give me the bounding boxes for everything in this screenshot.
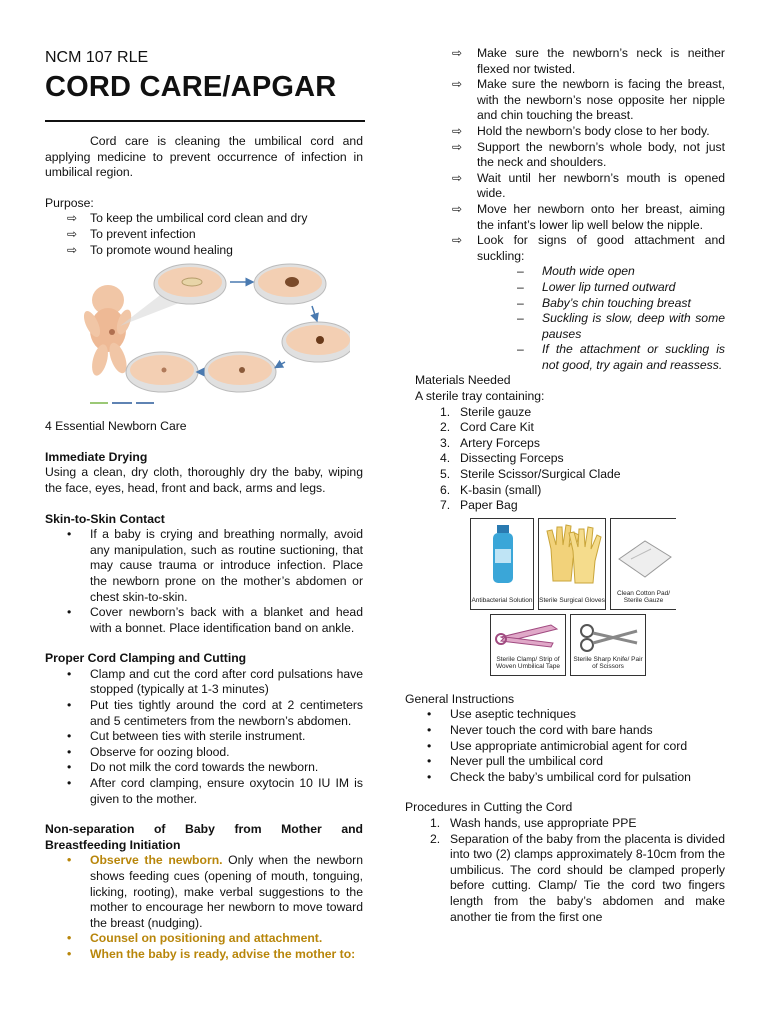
list-item: • Clamp and cut the cord after cord pulsations have stopped (typically at 1-3 minutes) xyxy=(67,666,363,697)
clamp-icon xyxy=(491,615,567,659)
immediate-drying-heading: Immediate Drying xyxy=(45,449,148,464)
gauze-icon xyxy=(611,519,677,589)
non-separation-list xyxy=(45,853,363,962)
non-separation-heading: Non-separation of Baby from Mother and Breastfeeding Initiation xyxy=(45,822,363,852)
list-item: ⇨ Make sure the newborn is facing the breast, with the newborn’s nose opposite her nipple and chin touching the breast. xyxy=(452,77,725,123)
cord-stage-2 xyxy=(254,264,326,304)
cord-stage-3 xyxy=(282,322,350,362)
purpose-list xyxy=(45,211,363,258)
bullet-icon: • xyxy=(67,931,72,946)
list-item: 2. Separation of the baby from the placenta is divided into two (2) clamps approximately 8-10cm from the umbilicus. The cord should be clamped properly before cutting. Clamp/ Tie the cord two fingers length from the baby’s abdomen and make another tie from the first one xyxy=(430,831,725,924)
arrow-icon: ⇨ xyxy=(452,46,463,60)
list-item: ⇨ Support the newborn’s whole body, not just the neck and shoulders. xyxy=(452,139,725,170)
list-item: 5. Sterile Scissor/Surgical Clade xyxy=(440,467,621,482)
list-item: • Counsel on positioning and attachment. xyxy=(67,931,323,946)
clamp-card: Sterile Clamp/ Strip of Woven Umbilical Tape xyxy=(490,614,566,676)
general-list xyxy=(405,707,725,785)
bullet-icon: • xyxy=(67,853,72,868)
arrow-icon: ⇨ xyxy=(67,226,78,241)
arrow-icon: ⇨ xyxy=(67,242,78,257)
cord-clamping-heading: Proper Cord Clamping and Cutting xyxy=(45,651,247,666)
list-item: 1. Sterile gauze xyxy=(440,404,532,419)
cord-stage-4 xyxy=(204,352,276,392)
list-item: ⇨ Make sure the newborn’s neck is neither flexed nor twisted. xyxy=(452,46,725,76)
list-item: • Cut between ties with sterile instrument. xyxy=(67,729,306,744)
list-item: • After cord clamping, ensure oxytocin 10 IU IM is given to the mother. xyxy=(67,776,363,806)
arrow-icon: ⇨ xyxy=(452,77,463,92)
list-item: 3. Artery Forceps xyxy=(440,435,540,450)
bullet-icon: • xyxy=(67,605,72,620)
cord-clamping-list xyxy=(45,667,363,807)
list-item: • Never touch the cord with bare hands xyxy=(427,723,653,737)
list-item: ⇨ Move her newborn onto her breast, aiming the infant’s lower lip well below the nipple. xyxy=(452,201,725,232)
dash-icon: – xyxy=(517,279,524,294)
list-item: – Mouth wide open xyxy=(517,264,635,279)
bullet-icon: • xyxy=(67,666,72,681)
cord-stage-5 xyxy=(126,352,198,392)
scissors-icon xyxy=(571,615,647,659)
cord-healing-illustration xyxy=(80,262,350,407)
materials-subheading: A sterile tray containing: xyxy=(415,389,545,404)
list-item: ⇨ Look for signs of good attachment and suckling: xyxy=(452,233,725,263)
general-heading: General Instructions xyxy=(405,691,515,706)
right-column xyxy=(405,46,725,925)
arrow-icon: ⇨ xyxy=(452,233,463,248)
page-title: CORD CARE/APGAR xyxy=(45,71,337,103)
bullet-icon: • xyxy=(67,698,72,713)
dash-icon: – xyxy=(517,295,524,310)
bullet-icon: • xyxy=(427,738,432,753)
bullet-icon: • xyxy=(427,769,432,784)
list-item: • Use aseptic techniques xyxy=(427,707,577,722)
arrow-icon: ⇨ xyxy=(452,170,463,185)
list-item: • Observe the newborn. Only when the newborn shows feeding cues (opening of mouth, tonguing, licking, rooting), make verbal suggestions to the mother to encourage her newborn to move toward the breast (nudging). xyxy=(67,853,364,930)
list-item: • When the baby is ready, advise the mother to: xyxy=(67,946,356,961)
gloves-card: Sterile Surgical Gloves xyxy=(538,518,606,610)
list-item: 2. Cord Care Kit xyxy=(440,420,534,435)
list-item: – Lower lip turned outward xyxy=(517,279,676,294)
list-item: ⇨ Wait until her newborn’s mouth is opened wide. xyxy=(452,170,725,201)
list-item: • If a baby is crying and breathing normally, avoid any manipulation, such as routine suctioning, that may cause trauma or introduce infection. Place the newborn prone on the mother’s abdomen or chest skin-to-skin. xyxy=(67,527,363,604)
list-item: • Check the baby’s umbilical cord for pulsation xyxy=(427,769,691,784)
cord-stage-1 xyxy=(154,264,226,304)
list-item: 7. Paper Bag xyxy=(440,498,518,513)
dash-icon: – xyxy=(517,342,524,357)
title-divider xyxy=(45,120,365,122)
materials-heading: Materials Needed xyxy=(415,373,511,388)
bullet-icon: • xyxy=(67,946,72,961)
attachment-signs-list xyxy=(517,264,725,373)
left-column xyxy=(45,48,363,963)
advise-list xyxy=(452,46,725,264)
gloves-icon xyxy=(539,519,607,589)
bullet-icon: • xyxy=(427,754,432,769)
bullet-icon: • xyxy=(67,744,72,759)
list-item: • Cover newborn’s back with a blanket and head with a bonnet. Place identification band on ankle. xyxy=(67,605,363,635)
list-item: • Put ties tightly around the cord at 2 centimeters and 5 centimeters from the newborn’s abdomen. xyxy=(67,698,363,728)
list-item: ⇨ Hold the newborn’s body close to her body. xyxy=(452,123,710,138)
bullet-icon: • xyxy=(427,707,432,722)
antibacterial-card: Antibacterial Solution xyxy=(470,518,534,610)
list-item: – Baby’s chin touching breast xyxy=(517,295,691,310)
bullet-icon: • xyxy=(67,776,72,791)
arrow-icon: ⇨ xyxy=(67,211,78,226)
dash-icon: – xyxy=(517,264,524,279)
bullet-icon: • xyxy=(427,723,432,737)
list-item: • Do not milk the cord towards the newborn. xyxy=(67,760,319,775)
skin-contact-heading: Skin-to-Skin Contact xyxy=(45,511,165,526)
essential-heading: 4 Essential Newborn Care xyxy=(45,419,187,434)
materials-illustration xyxy=(470,518,675,676)
list-item: • Use appropriate antimicrobial agent for cord xyxy=(427,738,688,753)
list-item: ⇨ To keep the umbilical cord clean and dry xyxy=(67,211,308,226)
arrow-icon: ⇨ xyxy=(452,201,463,216)
list-item: – If the attachment or suckling is not good, try again and reassess. xyxy=(517,342,725,372)
bottle-icon xyxy=(471,519,535,589)
procedures-list xyxy=(405,816,725,925)
bullet-icon: • xyxy=(67,760,72,775)
arrow-icon: ⇨ xyxy=(452,139,463,154)
procedures-heading: Procedures in Cutting the Cord xyxy=(405,800,573,815)
list-item: – Suckling is slow, deep with some pauses xyxy=(517,311,725,341)
list-item: 1. Wash hands, use appropriate PPE xyxy=(430,815,637,830)
list-item: ⇨ To promote wound healing xyxy=(67,242,233,257)
arrow-icon: ⇨ xyxy=(452,123,463,138)
list-item: • Never pull the umbilical cord xyxy=(427,754,604,769)
list-item: 6. K-basin (small) xyxy=(440,482,542,497)
immediate-drying-text: Using a clean, dry cloth, thoroughly dry the baby, wiping the face, eyes, head, front and back, arms and legs. xyxy=(45,465,363,495)
materials-list xyxy=(415,405,725,514)
purpose-label: Purpose: xyxy=(45,195,94,210)
list-item: ⇨ To prevent infection xyxy=(67,226,196,241)
cotton-card: Clean Cotton Pad/ Sterile Gauze xyxy=(610,518,676,610)
bullet-icon: • xyxy=(67,729,72,744)
observe-label: Observe the newborn. xyxy=(90,853,223,868)
list-item: 4. Dissecting Forceps xyxy=(440,451,564,466)
skin-contact-list xyxy=(45,527,363,636)
baby-figure-icon xyxy=(81,285,134,377)
knife-card: Sterile Sharp Knife/ Pair of Scissors xyxy=(570,614,646,676)
course-code: NCM 107 RLE xyxy=(45,49,149,66)
intro-paragraph: Cord care is cleaning the umbilical cord and applying medicine to prevent occurrence of infection in umbilical region. xyxy=(45,134,363,180)
bullet-icon: • xyxy=(67,527,72,542)
dash-icon: – xyxy=(517,311,524,326)
list-item: • Observe for oozing blood. xyxy=(67,744,230,759)
